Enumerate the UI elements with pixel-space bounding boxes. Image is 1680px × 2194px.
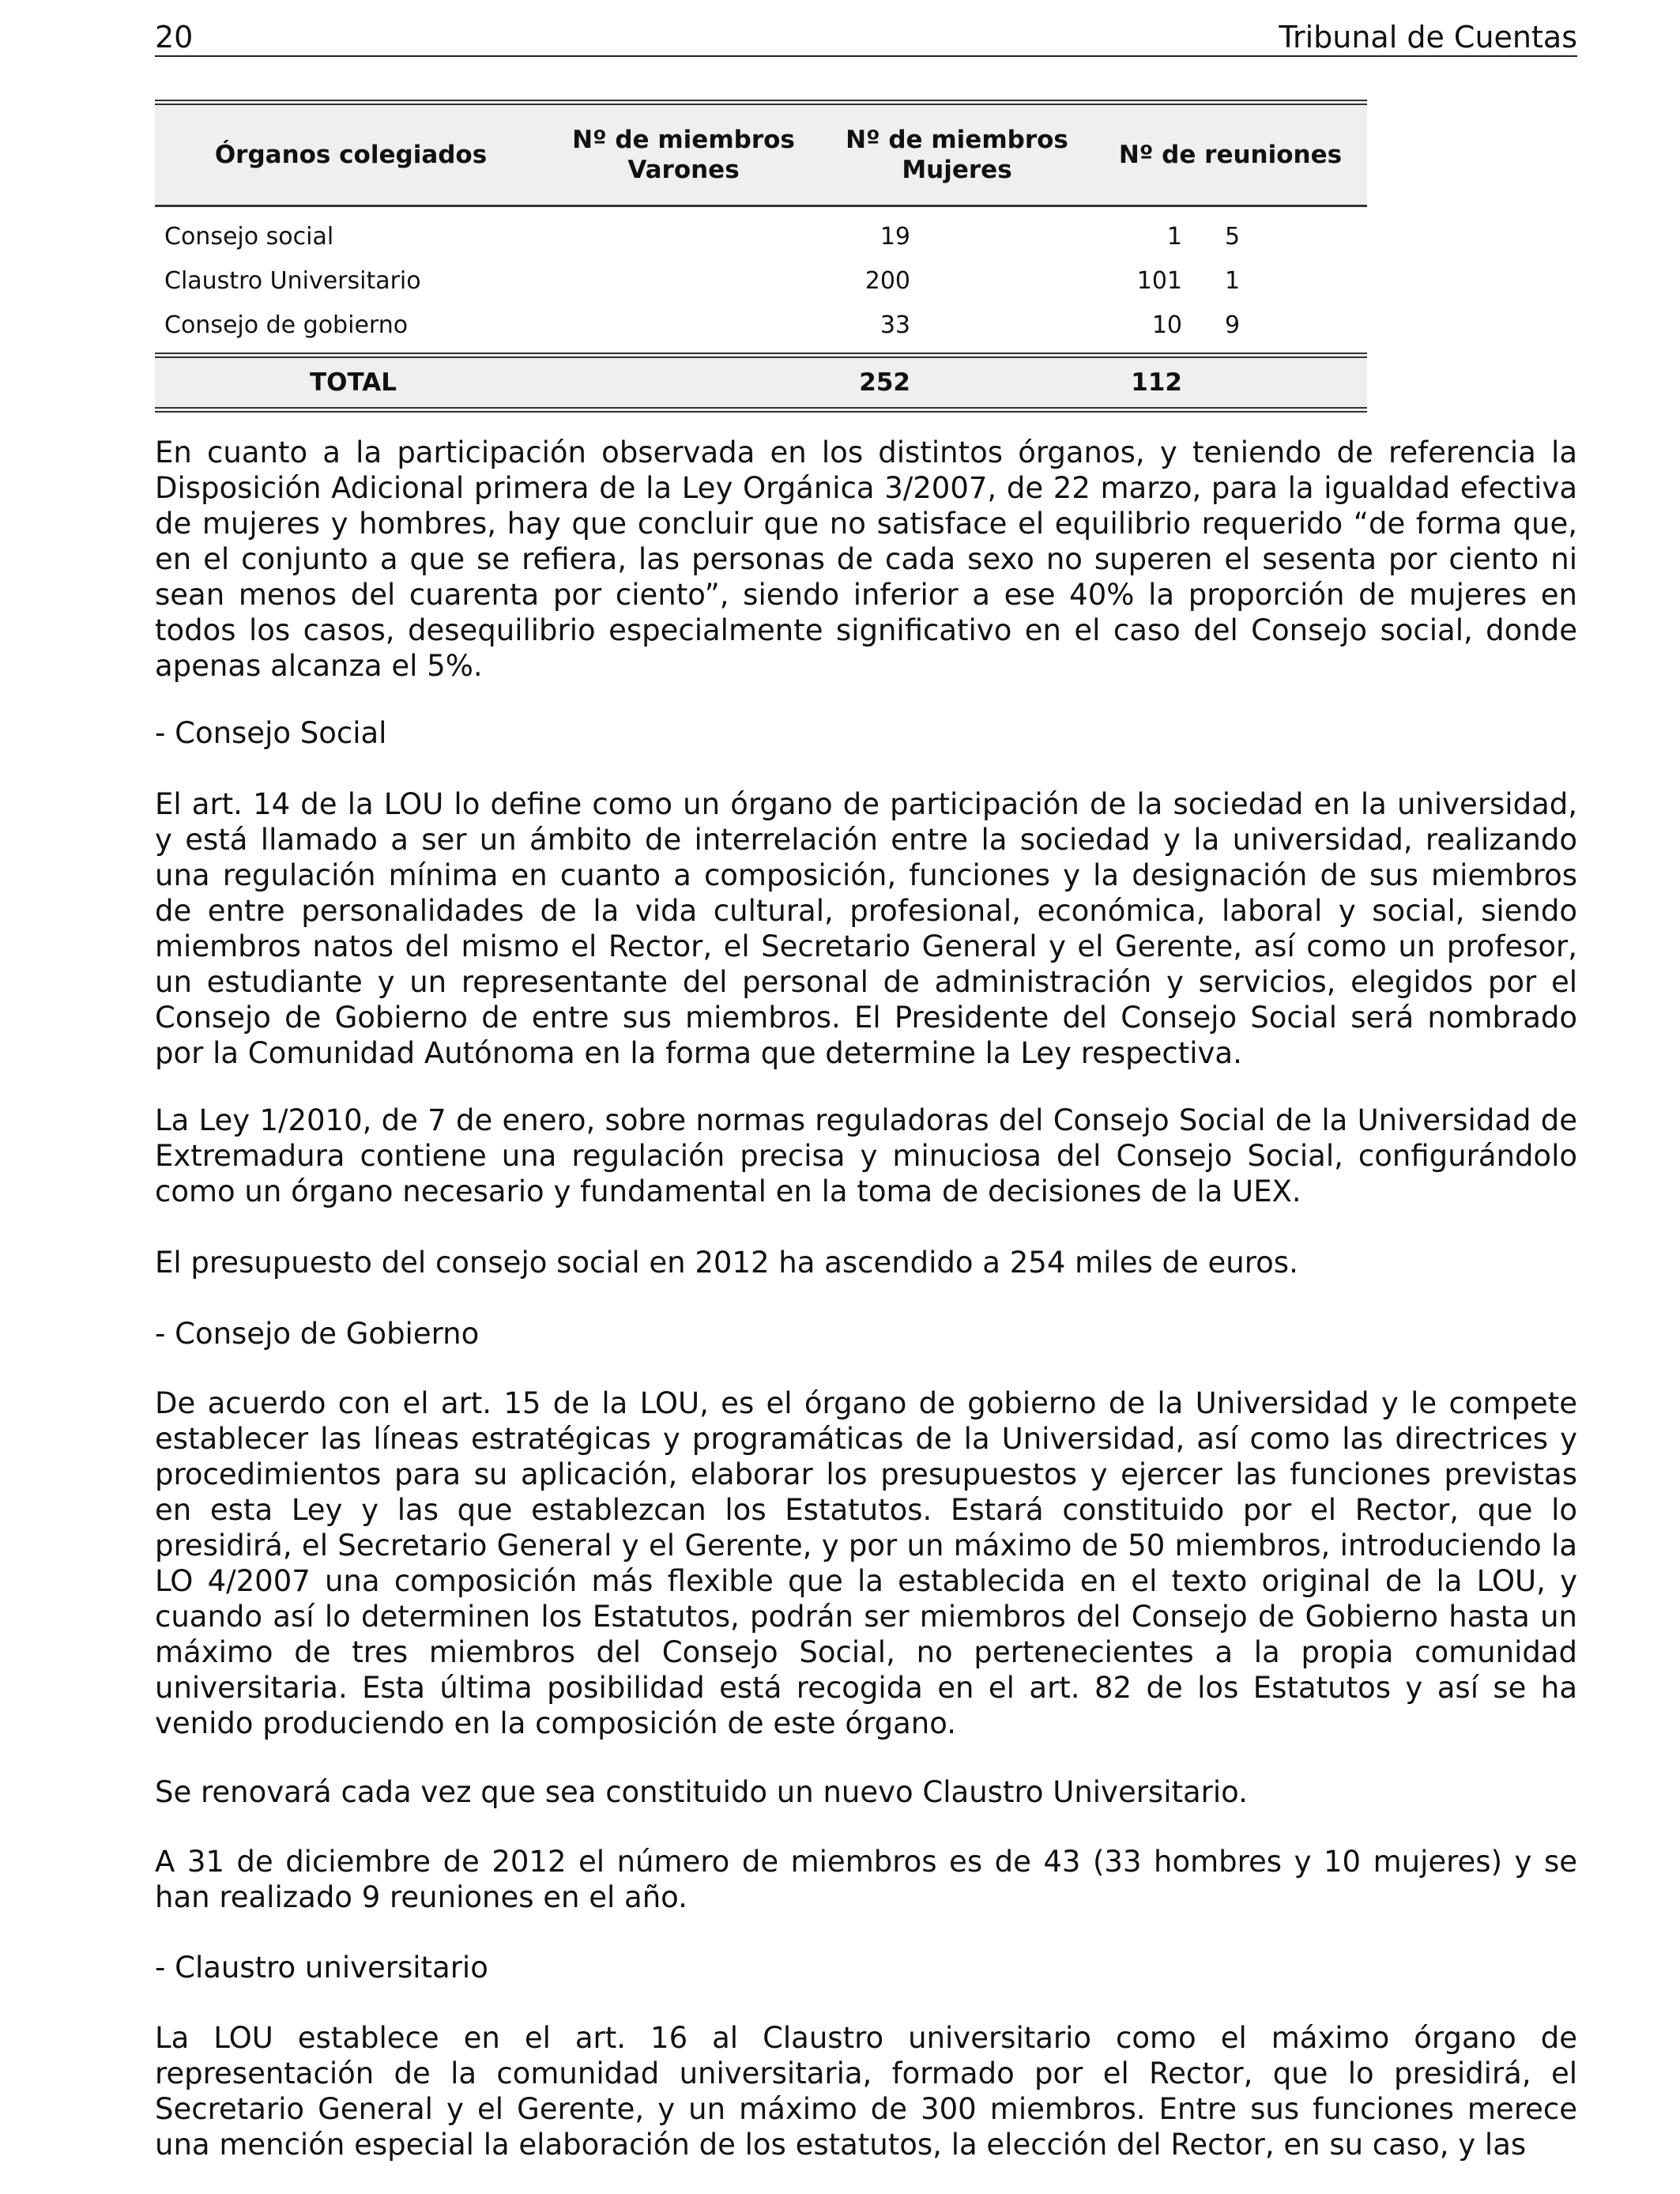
table-row [155, 303, 1367, 348]
total-mujeres: 112 [1131, 368, 1182, 397]
col-header-varones: Nº de miembros Varones [572, 126, 795, 184]
total-label: TOTAL [310, 368, 397, 397]
cell-reuniones: 5 [1225, 223, 1241, 251]
page-header [155, 19, 1577, 57]
publication-title: Tribunal de Cuentas [1279, 20, 1577, 55]
table-total-row [155, 352, 1367, 413]
cell-varones: 200 [864, 267, 910, 295]
paragraph-presupuesto: El presupuesto del consejo social en 2012 ha ascendido a 254 miles de euros. [155, 1246, 1298, 1280]
table-row [155, 259, 1367, 303]
table-row [155, 215, 1367, 259]
paragraph-consejo-gobierno-lou: De acuerdo con el art. 15 de la LOU, es el órgano de gobierno de la Universidad y le compete establecer las líneas estratégicas y programáticas de la Universidad, así como las directrices y procedimientos para su aplicación, elaborar los presupuestos y ejercer las funciones previstas en esta Ley y las que establezcan los Estatutos. Estará constituido por el Rector, que lo presidirá, el Secretario General y el Gerente, y por un máximo de 50 miembros, introduciendo la LO 4/2007 una composición más flexible que la establecida en el texto original de la LOU, y cuando así lo determinen los Estatutos, podrán ser miembros del Consejo de Gobierno hasta un máximo de tres miembros del Consejo Social, no pertenecientes a la propia comunidad universitaria. Esta última posibilidad está recogida en el art. 82 de los Estatutos y así se ha venido produciendo en la composición de este órgano. [155, 1386, 1577, 1740]
page-number: 20 [155, 20, 194, 55]
paragraph-renovacion: Se renovará cada vez que sea constituido un nuevo Claustro Universitario. [155, 1775, 1248, 1809]
cell-organo: Consejo de gobierno [164, 311, 409, 339]
section-heading-consejo-social: - Consejo Social [155, 716, 387, 750]
paragraph-participacion: En cuanto a la participación observada en los distintos órganos, y teniendo de referencia la Disposición Adicional primera de la Ley Orgánica 3/2007, de 22 marzo, para la igualdad efectiva de mujeres y hombres, hay que concluir que no satisface el equilibrio requerido “de forma que, en el conjunto a que se refiera, las personas de cada sexo no superen el sesenta por ciento ni sean menos del cuarenta por ciento”, siendo inferior a ese 40% la proporción de mujeres en todos los casos, desequilibrio especialmente significativo en el caso del Consejo social, donde apenas alcanza el 5%. [155, 435, 1577, 683]
col-header-organos: Órganos colegiados [214, 141, 488, 169]
cell-varones: 19 [880, 223, 910, 251]
paragraph-ley-1-2010: La Ley 1/2010, de 7 de enero, sobre normas reguladoras del Consejo Social de la Universidad de Extremadura contiene una regulación precisa y minuciosa del Consejo Social, configurándolo como un órgano necesario y fundamental en la toma de decisiones de la UEX. [155, 1103, 1577, 1208]
section-heading-claustro: - Claustro universitario [155, 1951, 488, 1985]
paragraph-consejo-social-lou: El art. 14 de la LOU lo define como un órgano de participación de la sociedad en la universidad, y está llamado a ser un ámbito de interrelación entre la sociedad y la universidad, realizando una regulación mínima en cuanto a composición, funciones y la designación de sus miembros de entre personalidades de la vida cultural, profesional, económica, laboral y social, siendo miembros natos del mismo el Rector, el Secretario General y el Gerente, así como un profesor, un estudiante y un representante del personal de administración y servicios, elegidos por el Consejo de Gobierno de entre sus miembros. El Presidente del Consejo Social será nombrado por la Comunidad Autónoma en la forma que determine la Ley respectiva. [155, 787, 1577, 1070]
cell-mujeres: 1 [1166, 223, 1182, 251]
cell-organo: Consejo social [164, 223, 334, 251]
table-body [155, 207, 1367, 352]
paragraph-miembros-2012: A 31 de diciembre de 2012 el número de miembros es de 43 (33 hombres y 10 mujeres) y se han realizado 9 reuniones en el año. [155, 1845, 1577, 1914]
table-header [155, 100, 1367, 207]
cell-mujeres: 101 [1136, 267, 1182, 295]
cell-varones: 33 [880, 311, 910, 339]
paragraph-claustro-lou: La LOU establece en el art. 16 al Claustro universitario como el máximo órgano de representación de la comunidad universitaria, formado por el Rector, que lo presidirá, el Secretario General y el Gerente, y un máximo de 300 miembros. Entre sus funciones merece una mención especial la elaboración de los estatutos, la elección del Rector, en su caso, y las [155, 2021, 1577, 2162]
section-heading-consejo-gobierno: - Consejo de Gobierno [155, 1317, 480, 1351]
document-page [155, 0, 1577, 2194]
total-varones: 252 [859, 368, 910, 397]
organos-table [155, 100, 1367, 413]
cell-organo: Claustro Universitario [164, 267, 421, 295]
cell-mujeres: 10 [1151, 311, 1182, 339]
col-header-mujeres: Nº de miembros Mujeres [846, 126, 1068, 184]
col-header-reuniones: Nº de reuniones [1118, 141, 1343, 169]
cell-reuniones: 1 [1225, 267, 1241, 295]
cell-reuniones: 9 [1225, 311, 1241, 339]
